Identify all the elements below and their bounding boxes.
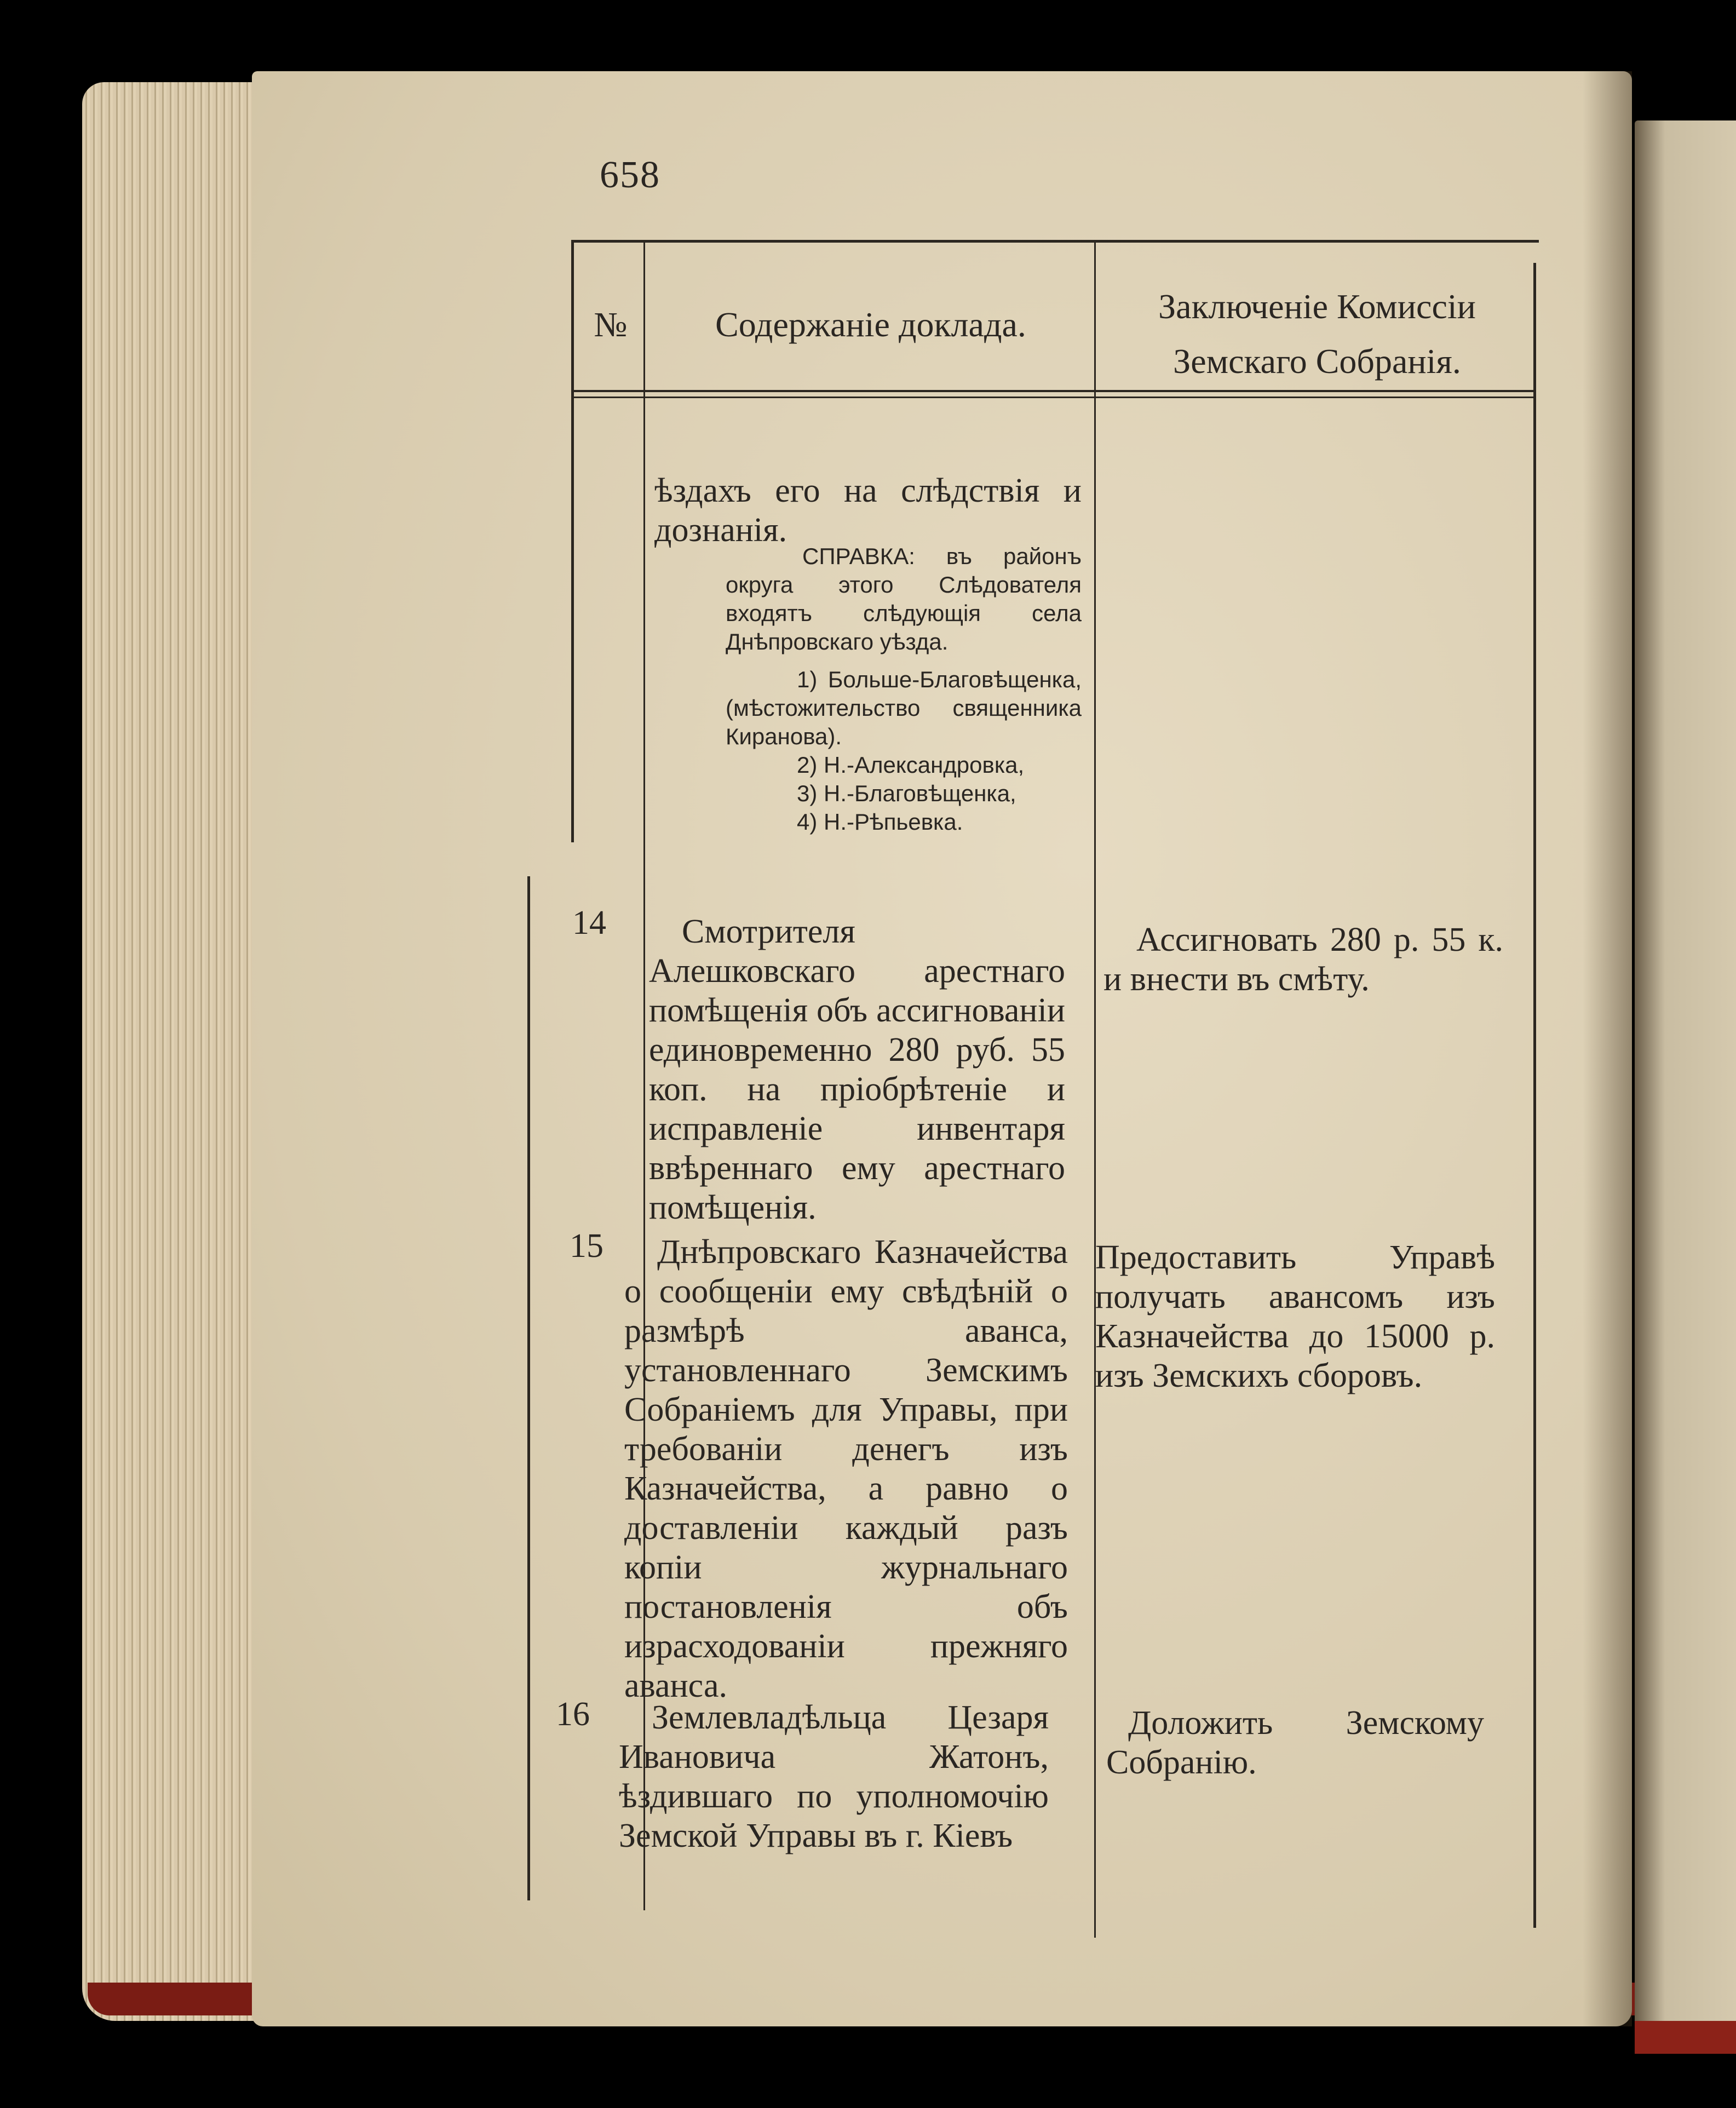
table-right-border — [1533, 263, 1536, 1928]
content-column-divider — [1094, 240, 1096, 1938]
note-item: 1) Больше-Благовѣщенка, (мѣстожительство священника Киранова). — [726, 667, 1082, 749]
table-left-border-lower — [527, 876, 530, 1900]
gutter-shadow — [1583, 71, 1632, 2026]
reference-note-lead: СПРАВКА: въ районъ округа этого Слѣдователя входятъ слѣдующія села Днѣпровскаго уѣзда. — [726, 543, 1082, 654]
note-item: 3) Н.-Благовѣщенка, — [797, 780, 1016, 806]
table-top-rule — [572, 240, 1539, 243]
header-bottom-rule-2 — [572, 397, 1536, 398]
facing-page-edge — [1635, 120, 1736, 2048]
header-bottom-rule — [572, 390, 1536, 392]
page-number: 658 — [600, 154, 660, 196]
row-number: 16 — [556, 1696, 590, 1733]
facing-page-red-edge — [1635, 2021, 1736, 2054]
reference-note — [726, 542, 1082, 656]
continuation-text: ѣздахъ его на слѣдствія и дознанія. — [654, 472, 1082, 549]
row-number: 14 — [572, 904, 606, 941]
row-content: Днѣпровскаго Казначейства о сообщеніи ему свѣдѣній о размѣрѣ аванса, установленнаго Земскимъ Собраніемъ для Управы, при требованіи денегъ изъ Казначейства, а равно о доставленіи каждый разъ копіи журнальнаго постановленія объ израсходованіи прежняго аванса. — [624, 1233, 1068, 1704]
reference-note-items — [726, 665, 1082, 836]
row-number: 15 — [570, 1227, 603, 1265]
note-item: 2) Н.-Александровка, — [797, 752, 1025, 778]
header-number: № — [594, 305, 628, 344]
row-content: Смотрителя Алешковскаго арестнаго помѣщенія объ ассигнованіи единовременно 280 руб. 55 коп. на пріобрѣтеніе и исправленіе инвентаря ввѣреннаго ему арестнаго помѣщенія. — [649, 913, 1065, 1226]
header-content: Содержаніе доклада. — [715, 305, 1026, 344]
row-conclusion: Предоставить Управѣ получать авансомъ изъ Казначейства до 15000 р. изъ Земскихъ сборовъ. — [1095, 1239, 1495, 1394]
table-left-border — [571, 240, 574, 842]
note-item: 4) Н.-Рѣпьевка. — [797, 809, 963, 835]
row-conclusion: Доложить Земскому Собранію. — [1106, 1704, 1484, 1781]
header-conclusion: Заключеніе Комиссіи Земскаго Собранія. — [1158, 287, 1476, 381]
row-content: Землевладѣльца Цезаря Ивановича Жатонъ, ѣздившаго по уполномочію Земской Управы въ г. Кіевъ — [619, 1699, 1049, 1854]
row-conclusion: Ассигновать 280 р. 55 к. и внести въ смѣту. — [1103, 921, 1503, 998]
